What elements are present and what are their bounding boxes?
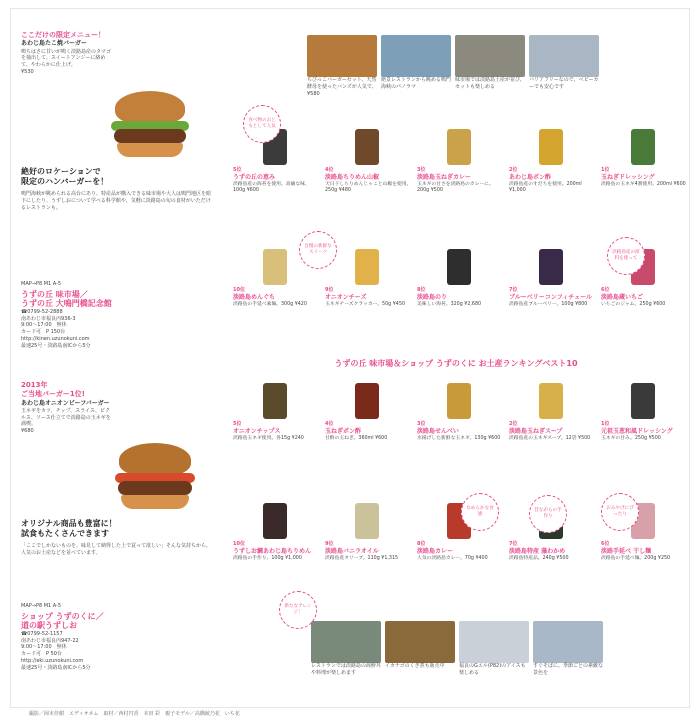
product-card[interactable]: [417, 127, 505, 195]
product-card[interactable]: [325, 127, 413, 195]
product-card[interactable]: [509, 127, 597, 195]
address-2: 南あわじ市福良丙947-22 9:00〜17:00 無休 カード可 P 50台: [21, 637, 79, 658]
product-card[interactable]: [325, 247, 413, 308]
product-desc: 淡路島産の玉ネギスープ。12袋 ¥500: [509, 435, 591, 441]
onion-beef-burger-photo: [115, 439, 195, 513]
product-name: 淡路島ちりめん山椒: [325, 173, 380, 181]
top-photo-image: [455, 35, 525, 77]
top-photo-caption: ちびっこバーガーセット。天然酵母を使ったバンズが人気で、¥580: [307, 77, 377, 97]
product-desc: 玉ネギチーズクラッカー。50g ¥450: [325, 301, 405, 307]
url-2[interactable]: http://eki.uzunokuni.com: [21, 657, 84, 664]
product-rank: 10位: [233, 541, 245, 547]
product-name: 淡路島玉ねぎカレー: [417, 173, 472, 181]
product-rank: 4位: [325, 167, 334, 173]
bottom-photo-caption: レストランでは淡路島の海鮮丼や料理が楽しめます: [311, 663, 381, 676]
top-photo-0: [307, 35, 377, 97]
bottom-photo-caption: 福良のGエル(P82)のアイスも楽しめる: [459, 663, 526, 676]
product-rank: 2位: [509, 167, 518, 173]
top-photo-image: [307, 35, 377, 77]
product-rank: 10位: [233, 287, 245, 293]
product-card[interactable]: [233, 501, 321, 562]
product-image: [417, 127, 505, 167]
tel-2: ☎0799-52-1157: [21, 630, 63, 637]
gotouchi-item: あわじ島オニオンビーフバーガー: [21, 399, 110, 407]
callout-bubble: なめらかな食感: [461, 493, 499, 531]
callout-bubble: 昔ながらの手作り: [529, 495, 567, 533]
bottom-photo-image: [533, 621, 603, 663]
product-rank: 3位: [417, 421, 426, 427]
product-name: 淡路島カレー: [417, 547, 454, 555]
location-block: [21, 167, 211, 349]
top-photo-caption: 味市場では淡路島土産が並び、セットも楽しめる: [455, 77, 525, 90]
product-desc: 玉ネギの甘さを淡路島のカレーに。200g ¥500: [417, 181, 494, 194]
product-desc: 甘酢の玉ねぎ。360ml ¥600: [325, 435, 388, 441]
product-rank: 6位: [601, 287, 610, 293]
product-desc: 人気の淡路島カレー。70g ¥400: [417, 555, 488, 561]
gotouchi-burger-block: [21, 381, 211, 435]
product-rank: 6位: [601, 541, 610, 547]
gotouchi-desc: 玉ネギをカツ、チップ、スライス、ピクルス、ソース仕立てで淡路島の玉ネギを満喫。: [21, 407, 111, 428]
product-name: 淡路島のり: [417, 293, 448, 301]
top-photo-3: [529, 35, 599, 97]
top-photo-strip: [307, 35, 599, 97]
product-name: 淡路島蔵いちご: [601, 293, 644, 301]
gotouchi-price: ¥680: [21, 428, 34, 435]
address-1: 南あわじ市福良丙936-3 9:00〜17:00 無休 カード可 P 150台: [21, 315, 76, 336]
product-card[interactable]: [417, 247, 505, 308]
shop-name-2: ショップ うずのくに／ 道の駅うずしお: [21, 611, 104, 631]
product-name: 淡路島せんべい: [417, 427, 459, 435]
product-name: うずしお鯛あわじ島ちりめん: [233, 547, 312, 555]
product-image: [233, 381, 321, 421]
credits: 撮影／岡本佳樹 エディオネム 取材／西村円香 本田 彩 親子モデル／高橋綾乃花 いち花: [29, 711, 240, 717]
callout-bubble: 新たなアレンジ！: [279, 591, 317, 629]
product-rank: 3位: [417, 167, 426, 173]
product-card[interactable]: [233, 127, 321, 195]
product-image: [601, 381, 689, 421]
section-body-2: 「ここでしかないものを、味見して納得した上で買って欲しい」そんな気持ちから、人気のお土産などを並べています。: [21, 543, 212, 556]
bottom-photo-strip: [311, 621, 603, 677]
product-card[interactable]: [601, 381, 689, 442]
bottom-photo-image: [459, 621, 529, 663]
bottom-photo-1: [385, 621, 455, 677]
product-image: [325, 501, 413, 541]
product-image: [325, 247, 413, 287]
bottom-photo-3: [533, 621, 603, 677]
product-rank: 7位: [509, 541, 518, 547]
octopus-burger-photo: [111, 87, 189, 159]
product-image: [417, 381, 505, 421]
product-name: 玉ねぎポン酢: [325, 427, 362, 435]
menu-desc: 鳴ちはさに甘いが鳴く淡路島産のタマゴを抽出して、スイートアンジーに絡めて、やわらかに仕上げ。: [21, 48, 112, 69]
shop-name-1: うずの丘 味市場／ うずの丘 大鳴門橋記念館: [21, 289, 112, 309]
url-1[interactable]: http://kinen.uzunokuni.com: [21, 335, 90, 342]
product-desc: 淡路島産ブルーベリー。100g ¥800: [509, 301, 588, 307]
top-photo-2: [455, 35, 525, 97]
product-rank: 4位: [325, 421, 334, 427]
bottom-photo-caption: イカナゴのくぎ煮も販売中: [385, 663, 445, 669]
product-card[interactable]: [601, 127, 689, 188]
product-name: 玉ねぎドレッシング: [601, 173, 655, 181]
callout-bubble: 自慢の新鮮なスイーツ: [299, 231, 337, 269]
top-photo-image: [529, 35, 599, 77]
product-card[interactable]: [509, 381, 597, 442]
product-desc: 淡路島の手延べ素麺。300g ¥420: [233, 301, 307, 307]
ranking-title: うずの丘 味市場＆ショップ うずのくに お土産ランキングベスト10: [334, 359, 578, 368]
product-desc: 淡路島産のすだちを使用。200ml ¥1,000: [509, 181, 582, 194]
product-name: 元祖玉葱和風ドレッシング: [601, 427, 673, 435]
product-desc: 淡路島産の海苔を使用。高級な味、100g ¥600: [233, 181, 310, 194]
bottom-photo-image: [311, 621, 381, 663]
map-ref-1: MAP→P8 M1 A-5: [21, 281, 62, 287]
original-products-block: [21, 519, 211, 671]
product-desc: 玉ネギの甘み。250g ¥500: [601, 435, 661, 441]
product-rank: 9位: [325, 287, 334, 293]
map-ref-2: MAP→P8 M1 A-5: [21, 603, 62, 609]
top-photo-image: [381, 35, 451, 77]
product-desc: いちごのジャム。250g ¥600: [601, 301, 666, 307]
product-image: [233, 501, 321, 541]
section-title-1: 絶好のロケーションで 限定のハンバーガーを！: [21, 167, 109, 186]
product-rank: 1位: [601, 421, 610, 427]
product-desc: 美味しい海苔。320g ¥2,680: [417, 301, 482, 307]
top-photo-caption: バリアフリーなので、ベビーカーでも安心です: [529, 77, 599, 90]
product-image: [509, 381, 597, 421]
year-label: 2013年: [21, 381, 48, 389]
menu-price: ¥530: [21, 68, 34, 75]
gotouchi-header: ご当地バーガー1位!: [21, 390, 85, 399]
product-image: [601, 127, 689, 167]
product-name: 淡路島玉ねぎスープ: [509, 427, 563, 435]
product-desc: 淡路島の玉ネギ4割使用。200ml ¥600: [601, 181, 686, 187]
product-name: 淡路島バニラオイル: [325, 547, 379, 555]
product-rank: 8位: [417, 287, 426, 293]
product-desc: 天日干しちりめんじゃこと山椒を使用。250g ¥480: [325, 181, 412, 194]
limited-menu-block: [21, 31, 211, 76]
product-rank: 2位: [509, 421, 518, 427]
top-photo-1: [381, 35, 451, 97]
product-rank: 8位: [417, 541, 426, 547]
product-image: [417, 247, 505, 287]
menu-header: ここだけの限定メニュー！: [21, 31, 105, 39]
product-desc: 淡路島の手延べ麺。200g ¥250: [601, 555, 671, 561]
tel-1: ☎0799-52-2888: [21, 308, 63, 315]
product-rank: 5位: [233, 167, 242, 173]
product-name: うずの丘の恵み: [233, 173, 276, 181]
callout-bubble: おみやげにぴったり: [601, 493, 639, 531]
product-desc: 水揚げした新鮮な玉ネギ。130g ¥600: [417, 435, 501, 441]
product-image: [325, 381, 413, 421]
top-photo-caption: 絶景レストランから眺める鳴門海峡のパノラマ: [381, 77, 451, 90]
magazine-page: [10, 8, 690, 717]
product-image: [509, 127, 597, 167]
product-card[interactable]: [417, 381, 505, 442]
bottom-photo-image: [385, 621, 455, 663]
callout-bubble: 淡路島産の原料を使って: [607, 237, 645, 275]
product-card[interactable]: [325, 501, 413, 562]
product-image: [509, 247, 597, 287]
bottom-photo-2: [459, 621, 529, 677]
section-body-1: 鳴門海峡が眺められる高台にあり、特産品が購入できる味市場や大人は鳴門地区を眼下にしたり、うずしおについて学べる科学館や、気軽に淡路島の旬の食材がいただけるレストランも。: [21, 191, 212, 211]
product-rank: 1位: [601, 167, 610, 173]
product-card[interactable]: [233, 381, 321, 442]
product-card[interactable]: [325, 381, 413, 442]
product-card[interactable]: [509, 247, 597, 308]
product-rank: 5位: [233, 421, 242, 427]
access-note-1: 最速25号・淡路島南ICから5分: [21, 342, 91, 349]
product-desc: 淡路島玉ネギ使用。各15g ¥240: [233, 435, 304, 441]
access-note-2: 最速25号・淡路島南ICから5分: [21, 664, 91, 671]
product-name: 淡路島めんぐち: [233, 293, 276, 301]
product-desc: 淡路島の手作り。100g ¥1,000: [233, 555, 302, 561]
product-name: ブルーベリーコンフィチュール: [509, 293, 592, 301]
bottom-photo-caption: すぐそばに、季節ごとの素敵な景色を: [533, 663, 604, 676]
product-name: オニオンチップス: [233, 427, 281, 435]
product-desc: 淡路島産オリーブ。110g ¥1,315: [325, 555, 399, 561]
section-title-2: オリジナル商品も豊富に！ 試食もたくさんできます: [21, 519, 117, 538]
product-name: オニオンチーズ: [325, 293, 367, 301]
callout-bubble: 食べ物のおともとして人気: [243, 105, 281, 143]
product-rank: 9位: [325, 541, 334, 547]
product-name: 淡路手延べ 干し麺: [601, 547, 652, 555]
product-desc: 淡路島特産品。240g ¥500: [509, 555, 569, 561]
product-name: あわじ島ポン酢: [509, 173, 552, 181]
product-name: 淡路島特産 藻わかめ: [509, 547, 566, 555]
product-image: [325, 127, 413, 167]
product-rank: 7位: [509, 287, 518, 293]
bottom-photo-0: [311, 621, 381, 677]
menu-item: あわじ島たこ焼バーガー: [21, 40, 87, 48]
